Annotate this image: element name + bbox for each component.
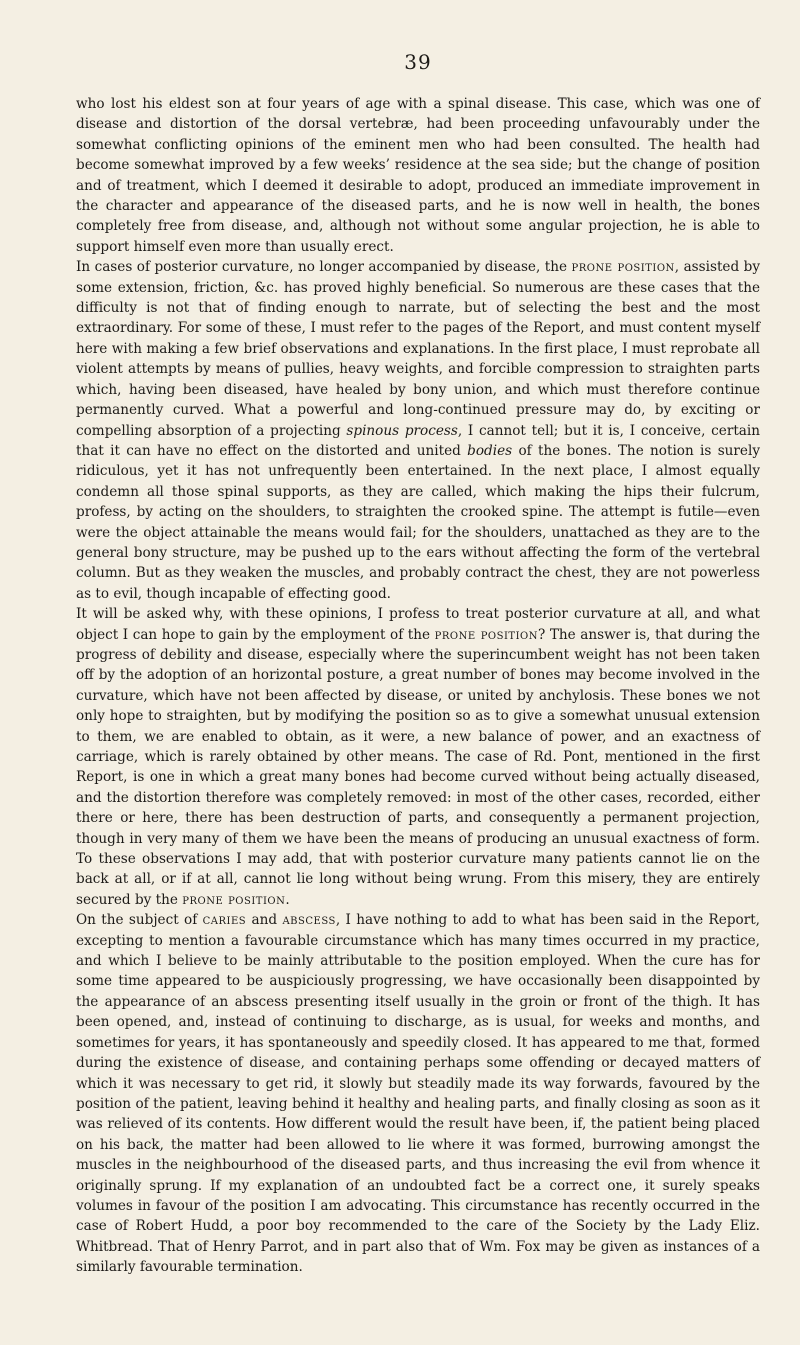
text-run: and (246, 912, 283, 929)
paragraph (76, 910, 760, 1277)
text-run: , I cannot tell; but it is, I conceive, certain that it can have no effect on the distorted and united (76, 422, 760, 459)
text-run: , assisted by some extension, friction, &c. has proved highly beneficial. So numerous are these cases that the difficulty is not that of finding enough to narrate, but of selecting the best and the most extraordinary. For some of these, I must refer to the pages of the Report, and must content myself here with making a few brief observations and explanations. In the first place, I must reprobate all violent attempts by means of pullies, heavy weights, and forcible compression to straighten parts which, having been diseased, have healed by bony union, and which must therefore continue permanently curved. What a powerful and long-continued pressure may do, by exciting or compelling absorption of a projecting (76, 259, 761, 439)
text-run: In cases of posterior curvature, no longer accompanied by disease, the (76, 259, 572, 276)
italic-text: spinous process (346, 422, 458, 439)
paragraph (76, 604, 760, 910)
small-caps-text: abscess (282, 912, 336, 929)
small-caps-text: caries (202, 912, 247, 929)
text-run: . (285, 891, 290, 908)
text-run: who lost his eldest son at four years of age with a spinal disease. This case, which was one of disease and distortion of the dorsal vertebræ, had been proceeding unfavourably under the somewhat conflicting opinions of the eminent men who had been consulted. The health had become somewhat improved by a few weeks’ residence at the sea side; but the change of position and of treatment, which I deemed it desirable to adopt, produced an immediate improvement in the character and appearance of the diseased parts, and he is now well in health, the bones completely free from disease, and, although not without some angular projection, he is able to support himself even more than usually erect. (76, 96, 760, 255)
small-caps-text: prone position (571, 259, 675, 276)
paragraph (76, 94, 760, 257)
text-run: , I have nothing to add to what has been said in the Report, excepting to mention a favourable circumstance which has many times occurred in my practice, and which I believe to be mainly attributable to the position employed. When the cure has for some time appeared to be auspiciously progressing, we have occasionally been disappointed by the appearance of an abscess presenting itself usually in the groin or front of the thigh. It has been opened, and, instead of continuing to discharge, as is usual, for weeks and months, and sometimes for years, it has spontaneously and speedily closed. It has appeared to me that, formed during the existence of disease, and containing perhaps some offending or decayed matters of which it was necessary to get rid, it slowly but steadily made its way forwards, favoured by the position of the patient, leaving behind it healthy and healing parts, and finally closing as soon as it was relieved of its contents. How different would the result have been, if, the patient being placed on his back, the matter had been allowed to lie where it was formed, burrowing amongst the muscles in the neighbourhood of the diseased parts, and thus increasing the evil from whence it originally sprung. If my explanation of an undoubted fact be a correct one, it surely speaks volumes in favour of the position I am advocating. This circumstance has recently occurred in the case of Robert Hudd, a poor boy recommended to the care of the Society by the Lady Eliz. Whitbread. That of Henry Parrot, and in part also that of Wm. Fox may be given as instances of a similarly favourable termination. (76, 912, 760, 1276)
small-caps-text: prone position (434, 626, 538, 643)
text-run: On the subject of (76, 912, 203, 929)
page-number: 39 (404, 50, 432, 74)
italic-text: bodies (467, 442, 513, 459)
small-caps-text: prone position (182, 891, 286, 908)
text-run: ? The answer is, that during the progress of debility and disease, especially where the superincumbent weight has not been taken off by the adoption of an horizontal posture, a great number of bones may become involved in the curvature, which have not been affected by disease, or united by anchylosis. These bones we not only hope to straighten, but by modifying the position so as to give a somewhat unusual extension to them, we are enabled to obtain, as it were, a new balance of power, and an exactness of carriage, which is rarely obtained by other means. The case of Rd. Pont, mentioned in the first Report, is one in which a great many bones had become curved without being actually diseased, and the distortion therefore was completely removed: in most of the other cases, recorded, either there or here, there has been destruction of parts, and consequently a permanent projection, though in very many of them we have been the means of producing an unusual exactness of form. To these observations I may add, that with posterior curvature many patients cannot lie on the back at all, or if at all, cannot lie long without being wrung. From this misery, they are entirely secured by the (76, 626, 760, 908)
text-run: of the bones. The notion is surely ridiculous, yet it has not unfrequently been entertained. In the next place, I almost equally condemn all those spinal supports, as they are called, which making the hips their fulcrum, profess, by acting on the shoulders, to straighten the crooked spine. The attempt is futile—even were the object attainable the means would fail; for the shoulders, unattached as they are to the general bony structure, may be pushed up to the ears without affecting the form of the vertebral column. But as they weaken the muscles, and probably contract the chest, they are not powerless as to evil, though incapable of effecting good. (76, 442, 761, 602)
body-text (76, 94, 760, 1278)
text-run: It will be asked why, with these opinions, I profess to treat posterior curvature at all, and what object I can hope to gain by the employment of the (76, 606, 760, 643)
paragraph (76, 257, 760, 604)
